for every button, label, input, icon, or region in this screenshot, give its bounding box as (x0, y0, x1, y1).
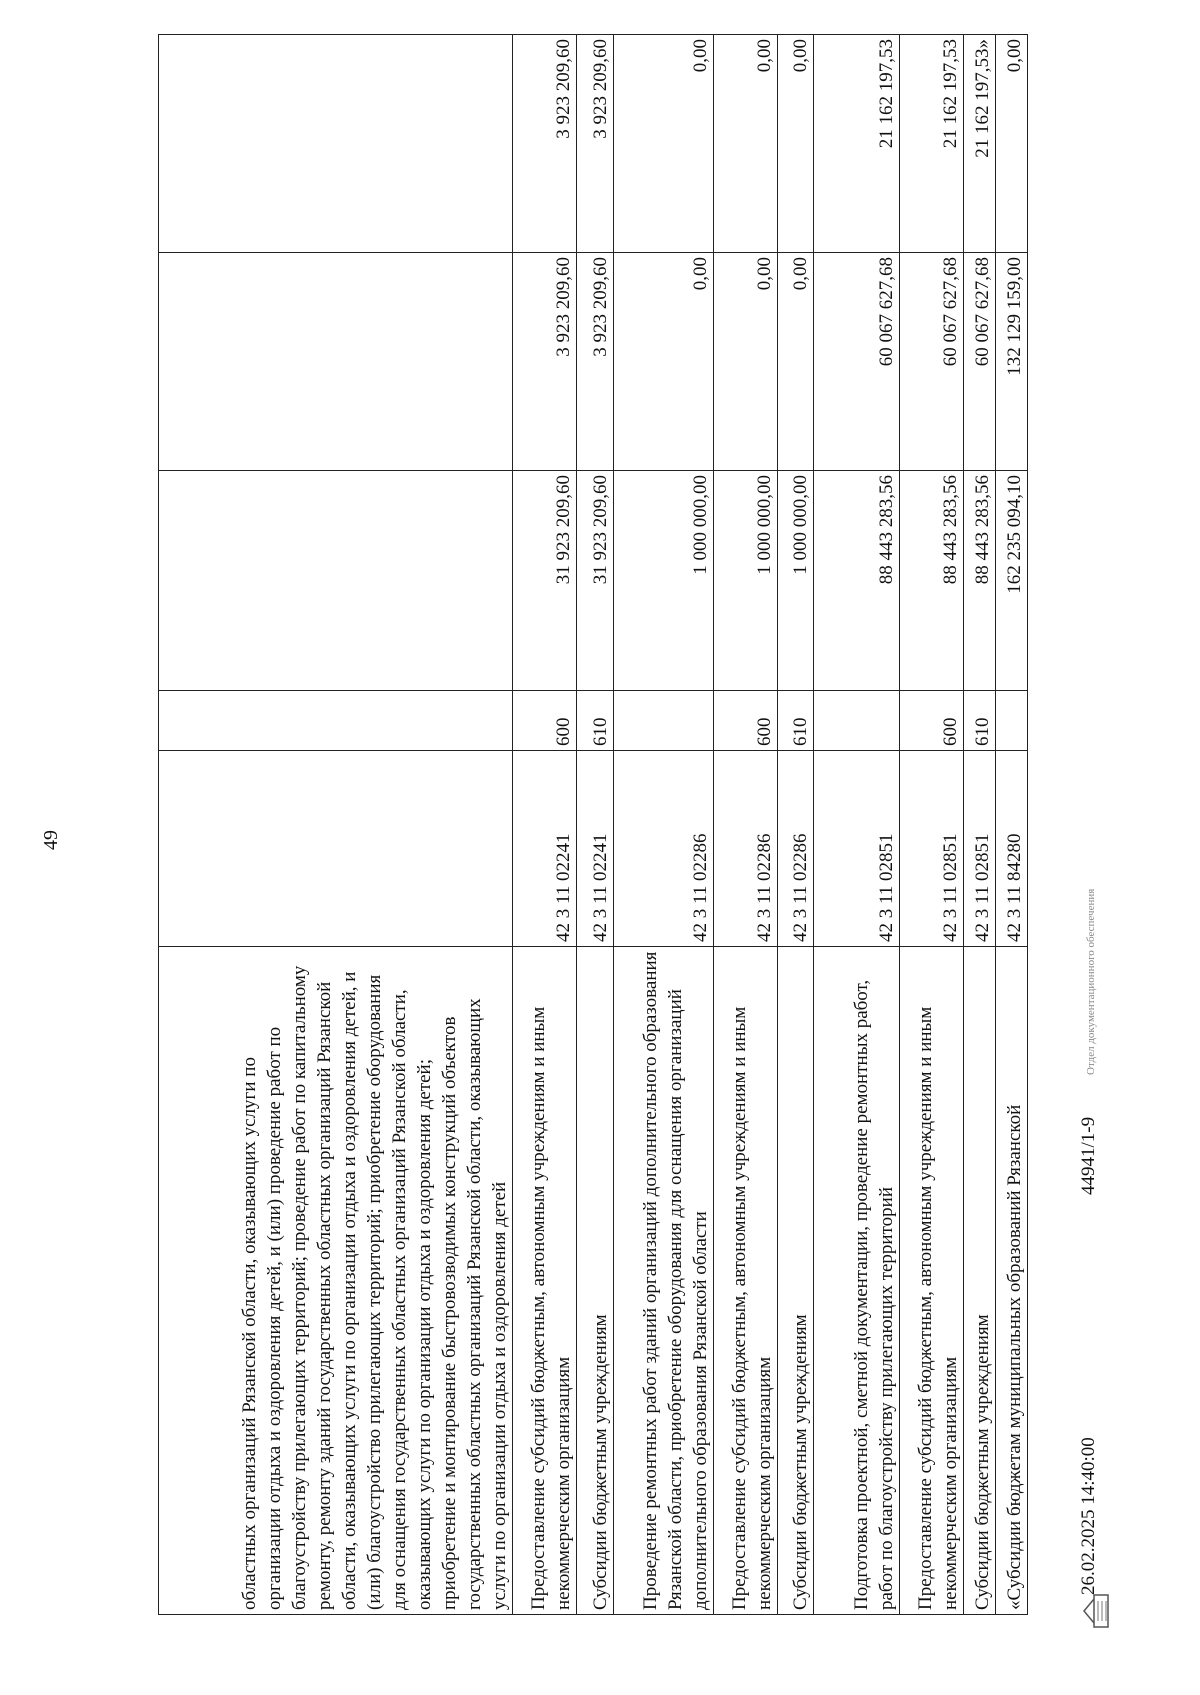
row-2027-cell (159, 35, 513, 253)
row-2025-cell: 88 443 283,56 (963, 471, 995, 691)
row-2027-cell: 0,00 (713, 35, 777, 253)
row-csr-cell: 42 3 11 02286 (777, 751, 813, 947)
office-stamp: Отдел документационного обеспечения (1085, 888, 1097, 1075)
row-2025-cell: 31 923 209,60 (513, 471, 577, 691)
row-csr-cell: 42 3 11 02286 (613, 751, 713, 947)
row-csr-cell: 42 3 11 02241 (577, 751, 613, 947)
row-csr-cell: 42 3 11 02241 (513, 751, 577, 947)
table-row (813, 35, 899, 1615)
row-vr-cell: 610 (963, 691, 995, 751)
row-vr-cell: 600 (899, 691, 963, 751)
row-2027-cell: 21 162 197,53 (813, 35, 899, 253)
row-2026-cell: 0,00 (777, 253, 813, 471)
row-csr-cell (159, 751, 513, 947)
page-number: 49 (40, 830, 62, 850)
row-csr-cell: 42 3 11 02286 (713, 751, 777, 947)
row-2027-cell: 21 162 197,53» (963, 35, 995, 253)
row-2025-cell: 1 000 000,00 (613, 471, 713, 691)
row-2026-cell: 60 067 627,68 (899, 253, 963, 471)
logo-emblem-icon (1080, 1589, 1114, 1633)
row-name-cell: Субсидии бюджетным учреждениям (963, 947, 995, 1615)
table-row (513, 35, 577, 1615)
row-vr-cell: 610 (777, 691, 813, 751)
footer-doc-code: 44941/1-9 (1078, 1116, 1099, 1195)
row-vr-cell: 600 (513, 691, 577, 751)
table-row (159, 35, 513, 1615)
row-csr-cell: 42 3 11 84280 (995, 751, 1027, 947)
row-2025-cell: 1 000 000,00 (777, 471, 813, 691)
table-row (995, 35, 1027, 1615)
row-vr-cell (159, 691, 513, 751)
row-name-cell: областных организаций Рязанской области, оказывающих услуги по организации отдыха и оздоровления детей, и (или) проведение работ по благоустройству прилегающих территорий; проведение работ по капитальному ремонту, ремонту зданий государственных областных организаций Рязанской области, оказывающих услуги по организации отдыха и оздоровления детей, и (или) благоустройство прилегающих территорий; приобретение оборудования для оснащения государственных областных организаций Рязанской области, оказывающих услуги по организации отдыха и оздоровления детей; приобретение и монтирование быстровозводимых конструкций объектов государственных областных организаций Рязанской области, оказывающих услуги по организации отдыха и оздоровления детей (159, 947, 513, 1615)
table-row (777, 35, 813, 1615)
row-name-cell: Подготовка проектной, сметной документации, проведение ремонтных работ, работ по благоустройству прилегающих территорий (813, 947, 899, 1615)
row-name-cell: Предоставление субсидий бюджетным, автономным учреждениям и иным некоммерческим организациям (713, 947, 777, 1615)
row-2027-cell: 21 162 197,53 (899, 35, 963, 253)
row-2025-cell: 162 235 094,10 (995, 471, 1027, 691)
row-csr-cell: 42 3 11 02851 (963, 751, 995, 947)
row-name-cell: Субсидии бюджетным учреждениям (577, 947, 613, 1615)
row-2026-cell: 60 067 627,68 (813, 253, 899, 471)
table-row (899, 35, 963, 1615)
table-row (577, 35, 613, 1615)
row-2027-cell: 3 923 209,60 (577, 35, 613, 253)
row-2027-cell: 0,00 (613, 35, 713, 253)
row-name-cell: Проведение ремонтных работ зданий организаций дополнительного образования Рязанской области, приобретение оборудования для оснащения организаций дополнительного образования Рязанской области (613, 947, 713, 1615)
footer-datetime: 26.02.2025 14:40:00 (1078, 1437, 1099, 1595)
row-2026-cell: 0,00 (613, 253, 713, 471)
table-row (713, 35, 777, 1615)
row-vr-cell: 610 (577, 691, 613, 751)
row-2025-cell (159, 471, 513, 691)
row-name-cell: Предоставление субсидий бюджетным, автономным учреждениям и иным некоммерческим организациям (899, 947, 963, 1615)
row-vr-cell (813, 691, 899, 751)
row-name-cell: Предоставление субсидий бюджетным, автономным учреждениям и иным некоммерческим организациям (513, 947, 577, 1615)
row-name-cell: Субсидии бюджетным учреждениям (777, 947, 813, 1615)
row-vr-cell (613, 691, 713, 751)
row-2027-cell: 0,00 (777, 35, 813, 253)
row-2027-cell: 3 923 209,60 (513, 35, 577, 253)
row-2025-cell: 88 443 283,56 (899, 471, 963, 691)
row-2025-cell: 88 443 283,56 (813, 471, 899, 691)
row-2026-cell: 132 129 159,00 (995, 253, 1027, 471)
row-vr-cell (995, 691, 1027, 751)
row-2027-cell: 0,00 (995, 35, 1027, 253)
row-vr-cell: 600 (713, 691, 777, 751)
row-csr-cell: 42 3 11 02851 (813, 751, 899, 947)
table-row (613, 35, 713, 1615)
row-2026-cell: 3 923 209,60 (577, 253, 613, 471)
row-2026-cell: 60 067 627,68 (963, 253, 995, 471)
row-name-cell: «Субсидии бюджетам муниципальных образований Рязанской (995, 947, 1027, 1615)
row-2026-cell: 3 923 209,60 (513, 253, 577, 471)
budget-table (158, 34, 1028, 1615)
table-row (963, 35, 995, 1615)
row-2025-cell: 1 000 000,00 (713, 471, 777, 691)
row-2026-cell: 0,00 (713, 253, 777, 471)
row-csr-cell: 42 3 11 02851 (899, 751, 963, 947)
row-2025-cell: 31 923 209,60 (577, 471, 613, 691)
row-2026-cell (159, 253, 513, 471)
